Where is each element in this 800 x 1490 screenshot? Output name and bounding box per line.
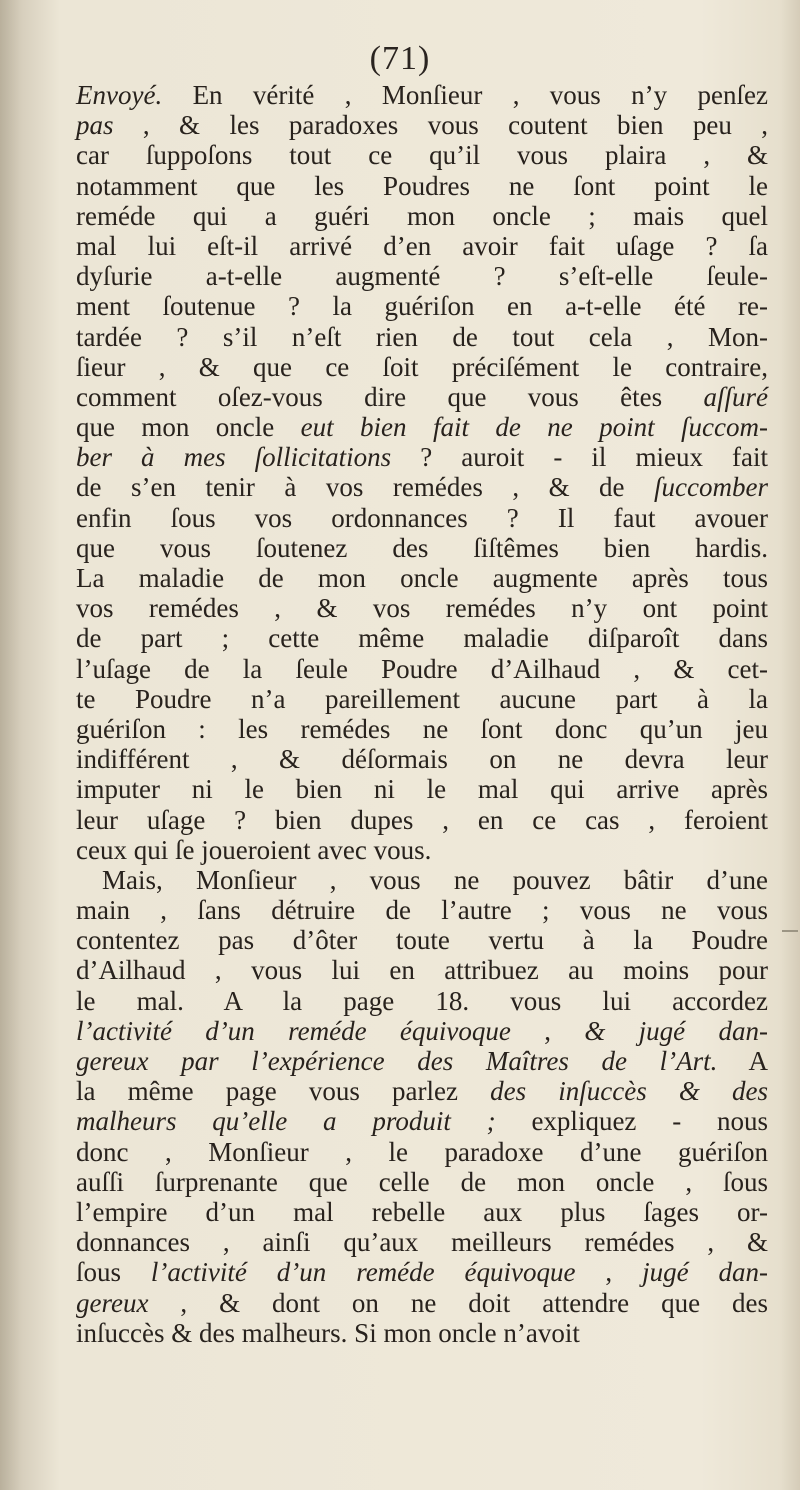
text-segment: ceux qui ſe joueroient avec vous. (76, 834, 432, 865)
text-line (76, 1318, 768, 1348)
text-segment: inſuccès & des malheurs. Si mon oncle n’avoit (76, 1317, 580, 1348)
text-line (76, 171, 768, 201)
text-segment: mal lui eſt-il arrivé d’en avoir fait uſage ? ſa (76, 230, 768, 261)
margin-mark (782, 930, 798, 932)
text-line (76, 201, 768, 231)
text-line (76, 593, 768, 623)
italic-text: Envoyé. (76, 80, 163, 110)
text-segment: guériſon : les remédes ne ſont donc qu’un jeu (76, 713, 768, 744)
body-text (76, 80, 768, 1348)
text-segment: Mais, Monſieur , vous ne pouvez bâtir d’une (102, 864, 768, 895)
text-segment: auſſi ſurprenante que celle de mon oncle , ſous (76, 1166, 768, 1197)
text-line (76, 322, 768, 352)
italic-text: gereux par l’expérience des Maîtres de l’Art. (76, 1046, 718, 1076)
text-segment: l’uſage de la ſeule Poudre d’Ailhaud , & cet- (76, 653, 768, 684)
text-segment: donc , Monſieur , le paradoxe d’une guériſon (76, 1136, 768, 1167)
text-segment: ſieur , & que ce ſoit préciſément le contraire, (76, 351, 768, 382)
italic-text: jugé dan- (642, 1257, 768, 1288)
text-line (76, 1167, 768, 1197)
text-line (76, 714, 768, 744)
text-line (76, 1046, 768, 1076)
text-line (76, 261, 768, 291)
italic-text: pas (76, 110, 114, 141)
text-segment: reméde qui a guéri mon oncle ; mais quel (76, 200, 768, 231)
text-line (76, 382, 768, 412)
text-line (76, 744, 768, 774)
text-line (76, 563, 768, 593)
italic-text: l’activité d’un reméde équivoque (76, 1015, 511, 1046)
text-line (76, 442, 768, 472)
text-line (76, 1076, 768, 1106)
text-segment: En vérité , Monſieur , vous n’y penſez (162, 80, 768, 110)
text-segment: leur uſage ? bien dupes , en ce cas , feroient (76, 804, 768, 835)
text-line (76, 533, 768, 563)
text-line (76, 1016, 768, 1046)
text-segment: le mal. A la page 18. vous lui accordez (76, 985, 768, 1016)
text-line (76, 1197, 768, 1227)
text-line (76, 80, 768, 110)
italic-text: malheurs qu’elle a produit ; (76, 1106, 496, 1137)
text-line (76, 231, 768, 261)
text-segment: te Poudre n’a pareillement aucune part à la (76, 683, 768, 714)
text-line (76, 1227, 768, 1257)
text-segment: que mon oncle (76, 412, 301, 443)
text-line (76, 291, 768, 321)
text-segment: contentez pas d’ôter toute vertu à la Poudre (76, 925, 768, 956)
text-segment: A (717, 1046, 768, 1076)
text-segment: , & dont on ne doit attendre que des (148, 1287, 768, 1318)
text-segment: , (575, 1257, 643, 1288)
text-line (76, 865, 768, 895)
text-line (76, 472, 768, 502)
text-segment: l’empire d’un mal rebelle aux plus ſages or- (76, 1196, 768, 1227)
page-number: (71) (369, 40, 431, 77)
italic-text: l’activité d’un reméde équivoque (150, 1257, 576, 1288)
text-segment: , (510, 1015, 585, 1046)
italic-text: des inſuccès & des (490, 1076, 768, 1107)
text-segment: enfin ſous vos ordonnances ? Il faut avouer (76, 502, 768, 533)
text-segment: donnances , ainſi qu’aux meilleurs remédes , & (76, 1227, 768, 1258)
text-line (76, 110, 768, 140)
italic-text: ber à mes ſollicitations (76, 442, 392, 473)
text-segment: vos remédes , & vos remédes n’y ont point (76, 593, 768, 624)
text-line (76, 955, 768, 985)
text-line (76, 684, 768, 714)
text-segment: la même page vous parlez (76, 1076, 491, 1107)
italic-text: & jugé dan- (584, 1015, 768, 1046)
text-segment: , & les paradoxes vous coutent bien peu , (113, 110, 768, 141)
text-segment: indifférent , & déſormais on ne devra leur (76, 744, 768, 775)
text-segment: dyſurie a-t-elle augmenté ? s’eſt-elle ſeule- (76, 261, 768, 292)
text-segment: comment oſez-vous dire que vous êtes (76, 381, 704, 412)
text-line (76, 1288, 768, 1318)
text-line (76, 352, 768, 382)
text-line (76, 925, 768, 955)
text-segment: main , ſans détruire de l’autre ; vous ne vous (76, 895, 768, 926)
text-line (76, 895, 768, 925)
text-line (76, 623, 768, 653)
text-segment: tardée ? s’il n’eſt rien de tout cela , Mon- (76, 321, 768, 352)
text-segment: notamment que les Poudres ne ſont point le (76, 170, 768, 201)
text-line (76, 412, 768, 442)
italic-text: aſſuré (703, 381, 768, 412)
text-line (76, 140, 768, 170)
text-segment: ſous (76, 1257, 151, 1288)
text-line (76, 805, 768, 835)
text-segment: de s’en tenir à vos remédes , & de (76, 472, 655, 503)
italic-text: gereux (76, 1287, 149, 1318)
text-segment: expliquez - nous (495, 1106, 768, 1137)
text-line (76, 1137, 768, 1167)
text-line (76, 835, 768, 865)
text-line (76, 503, 768, 533)
text-segment: car ſuppoſons tout ce qu’il vous plaira , & (76, 140, 768, 171)
text-segment: de part ; cette même maladie diſparoît dans (76, 623, 768, 654)
italic-text: ſuccomber (654, 472, 768, 503)
text-line (76, 986, 768, 1016)
text-segment: ? auroit - il mieux fait (391, 442, 769, 473)
text-line (76, 774, 768, 804)
text-line (76, 654, 768, 684)
text-segment: imputer ni le bien ni le mal qui arrive après (76, 774, 768, 805)
text-segment: que vous ſoutenez des ſiſtêmes bien hardis. (76, 532, 768, 563)
text-segment: La maladie de mon oncle augmente après tous (76, 563, 768, 593)
italic-text: eut bien fait de ne point ſuccom- (300, 412, 768, 443)
text-segment: ment ſoutenue ? la guériſon en a-t-elle été re- (76, 291, 768, 322)
text-segment: d’Ailhaud , vous lui en attribuez au moins pour (76, 955, 768, 986)
text-line (76, 1257, 768, 1287)
text-line (76, 1106, 768, 1136)
